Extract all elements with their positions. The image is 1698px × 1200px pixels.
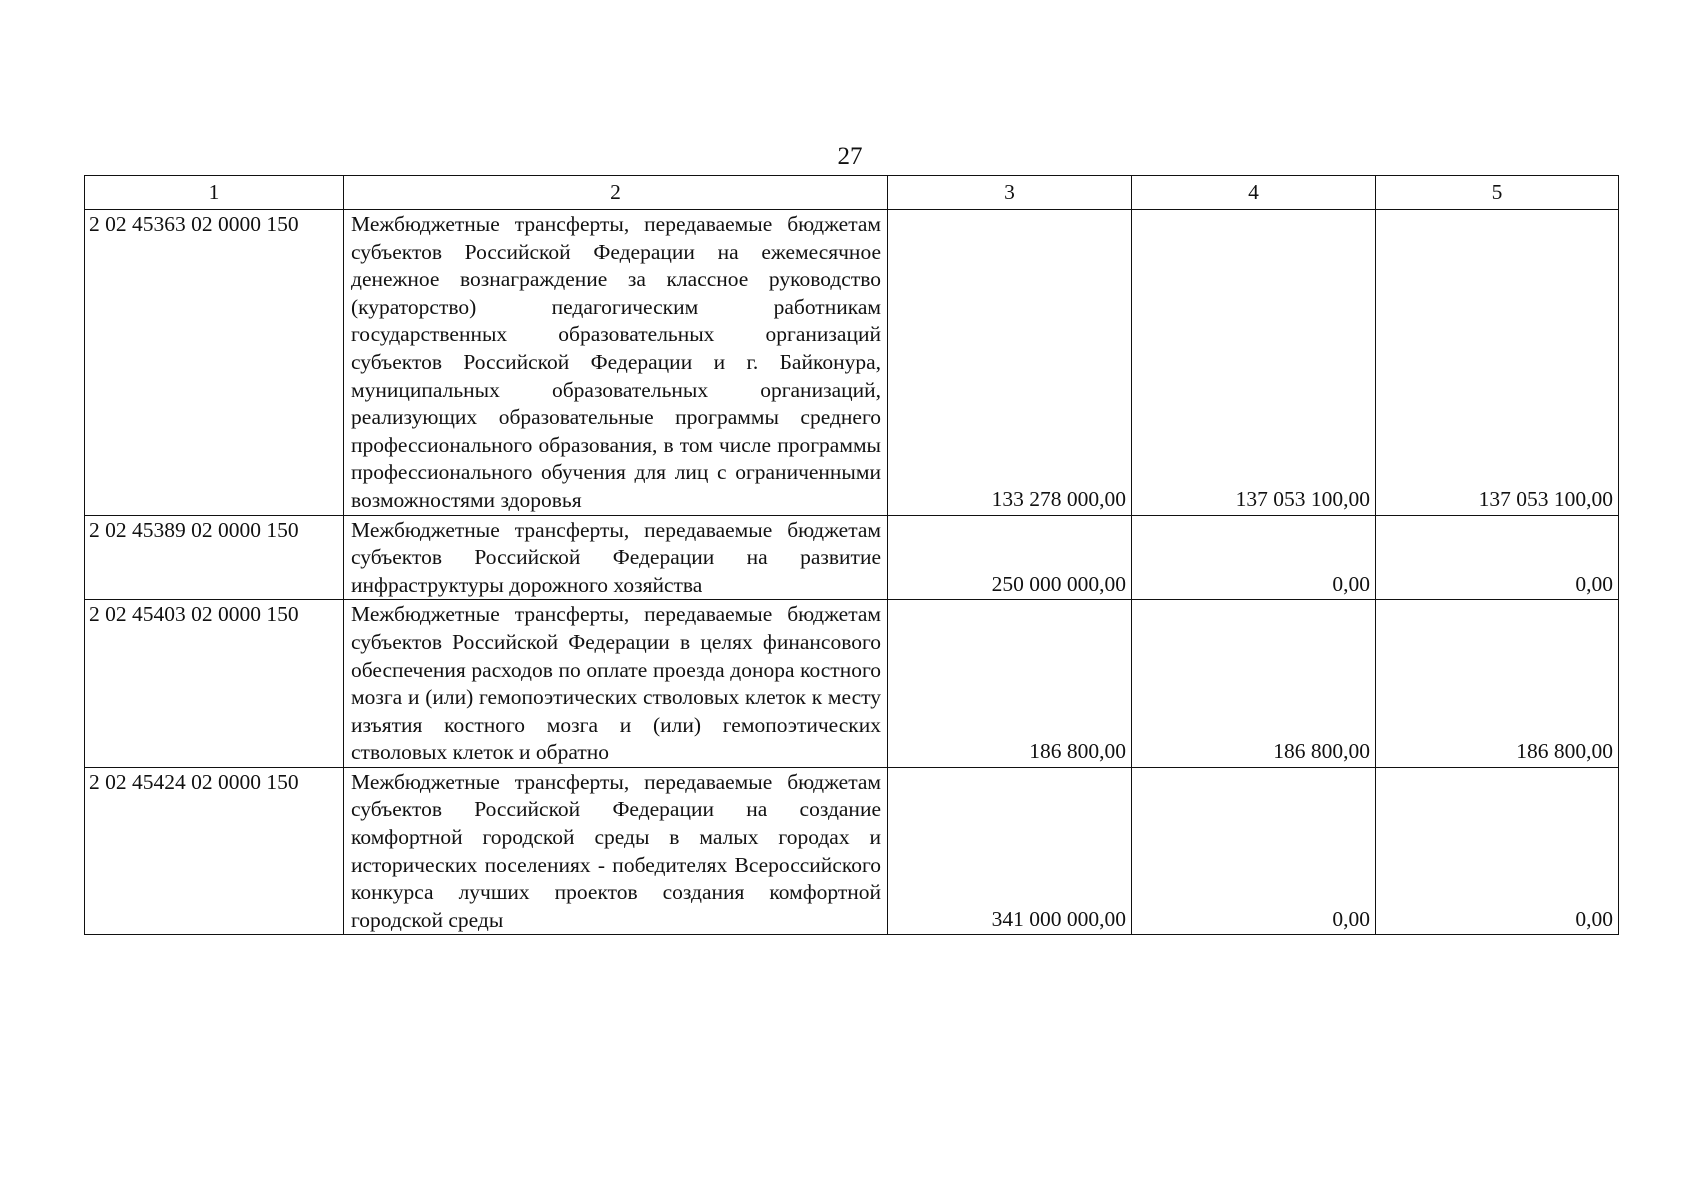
amount-col4-cell: 186 800,00 xyxy=(1132,600,1376,768)
budget-code-cell: 2 02 45424 02 0000 150 xyxy=(85,767,344,935)
amount-col5-cell: 186 800,00 xyxy=(1376,600,1619,768)
amount-col3-cell: 341 000 000,00 xyxy=(888,767,1132,935)
column-header-1: 1 xyxy=(85,176,344,210)
amount-col3-cell: 250 000 000,00 xyxy=(888,515,1132,600)
description-cell: Межбюджетные трансферты, передаваемые бюджетам субъектов Российской Федерации на ежемесячное денежное вознаграждение за классное руководство (кураторство) педагогическим работникам государственных образовательных организаций субъектов Российской Федерации и г. Байконура, муниципальных образовательных организаций, реализующих образовательные программы среднего профессионального образования, в том числе программы профессионального обучения для лиц с ограниченными возможностями здоровья xyxy=(344,210,888,516)
page-number: 27 xyxy=(837,143,863,170)
table-row xyxy=(85,767,1619,935)
budget-code-cell: 2 02 45403 02 0000 150 xyxy=(85,600,344,768)
column-header-4: 4 xyxy=(1132,176,1376,210)
table-row xyxy=(85,210,1619,516)
amount-col4-cell: 0,00 xyxy=(1132,515,1376,600)
amount-col5-cell: 0,00 xyxy=(1376,515,1619,600)
description-cell: Межбюджетные трансферты, передаваемые бюджетам субъектов Российской Федерации в целях финансового обеспечения расходов по оплате проезда донора костного мозга и (или) гемопоэтических стволовых клеток к месту изъятия костного мозга и (или) гемопоэтических стволовых клеток и обратно xyxy=(344,600,888,768)
budget-table xyxy=(84,175,1619,935)
table-header-row xyxy=(85,176,1619,210)
description-cell: Межбюджетные трансферты, передаваемые бюджетам субъектов Российской Федерации на развитие инфраструктуры дорожного хозяйства xyxy=(344,515,888,600)
amount-col4-cell: 137 053 100,00 xyxy=(1132,210,1376,516)
amount-col5-cell: 137 053 100,00 xyxy=(1376,210,1619,516)
budget-code-cell: 2 02 45389 02 0000 150 xyxy=(85,515,344,600)
budget-code-cell: 2 02 45363 02 0000 150 xyxy=(85,210,344,516)
table-row xyxy=(85,600,1619,768)
amount-col3-cell: 133 278 000,00 xyxy=(888,210,1132,516)
description-cell: Межбюджетные трансферты, передаваемые бюджетам субъектов Российской Федерации на создание комфортной городской среды в малых городах и исторических поселениях - победителях Всероссийского конкурса лучших проектов создания комфортной городской среды xyxy=(344,767,888,935)
column-header-3: 3 xyxy=(888,176,1132,210)
column-header-5: 5 xyxy=(1376,176,1619,210)
amount-col5-cell: 0,00 xyxy=(1376,767,1619,935)
column-header-2: 2 xyxy=(344,176,888,210)
amount-col3-cell: 186 800,00 xyxy=(888,600,1132,768)
table-row xyxy=(85,515,1619,600)
amount-col4-cell: 0,00 xyxy=(1132,767,1376,935)
